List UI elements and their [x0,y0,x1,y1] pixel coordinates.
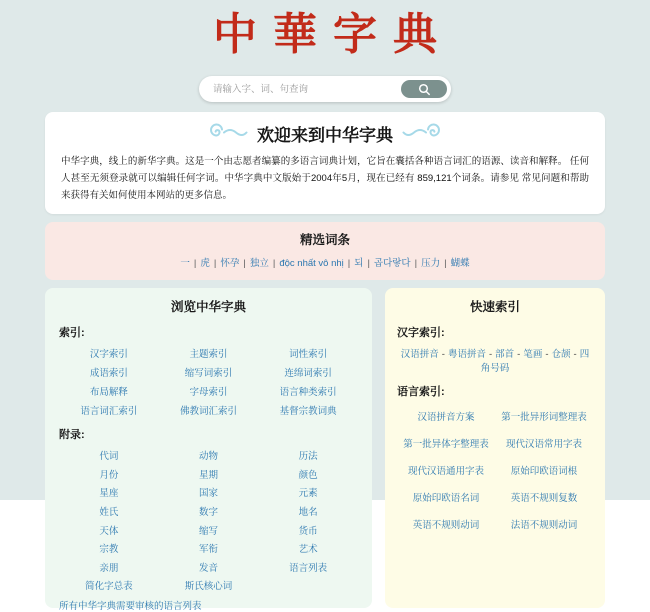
appendix-link[interactable]: 星期 [198,469,218,481]
featured-title: 精选词条 [299,233,350,248]
quick-index-panel [385,288,605,608]
index-link[interactable]: 基督宗教词典 [279,406,337,418]
link-separator: | [444,258,447,270]
link-separator: | [193,258,197,270]
index-link[interactable]: 词性索引 [289,349,328,361]
language-index-link[interactable]: 第一批异体字整理表 [403,439,489,451]
appendix-link[interactable]: 简化字总表 [85,581,133,593]
appendix-link[interactable]: 代词 [99,451,119,463]
appendix-link[interactable]: 数字 [198,507,218,519]
link-separator: | [272,258,276,270]
appendix-link[interactable]: 货币 [298,525,318,537]
appendix-link[interactable]: 天体 [99,525,119,537]
index-links-grid [59,346,358,417]
featured-link[interactable]: 一 [180,258,190,270]
appendix-links-grid [59,448,358,592]
language-index-link[interactable]: 法语不规则动词 [510,520,578,532]
main-content [45,112,605,612]
magnifier-icon [417,83,432,96]
link-separator: | [213,258,217,270]
index-link[interactable]: 语言词汇索引 [80,406,138,418]
language-index-link[interactable]: 原始印欧语词根 [510,466,578,478]
appendix-link[interactable]: 星座 [99,488,119,500]
hanzi-index-link[interactable]: 粤语拼音 [447,349,486,361]
site-title: 中華字典 [213,9,453,60]
hanzi-index-link[interactable]: 四角号码 [480,349,590,375]
featured-link[interactable]: 蝴蝶 [450,258,470,270]
welcome-title: 欢迎来到中华字典 [257,126,393,145]
language-index-link[interactable]: 英语不规则复数 [510,493,578,505]
cloud-swirl-left-icon [208,123,248,144]
hanzi-index-label: 汉字索引: [397,327,445,340]
search-button[interactable] [401,80,447,98]
browse-title: 浏览中华字典 [170,300,246,315]
link-separator: - [545,349,549,361]
appendix-link[interactable]: 艺术 [298,544,318,556]
featured-link[interactable]: 怀孕 [220,258,240,270]
appendix-link[interactable]: 亲朋 [99,562,119,574]
index-link[interactable]: 连绵词索引 [284,368,332,380]
welcome-title-row [59,121,591,146]
language-index-label: 语言索引: [397,386,445,399]
index-link[interactable]: 成语索引 [89,368,128,380]
language-index-link[interactable]: 第一批异形词整理表 [501,412,587,424]
search-bar [199,76,451,102]
hanzi-index-link[interactable]: 笔画 [523,349,543,361]
hanzi-index-link[interactable]: 汉语拼音 [400,349,439,361]
cloud-swirl-right-icon [402,123,442,144]
language-index-links-grid [397,409,593,531]
appendix-link[interactable]: 宗教 [99,544,119,556]
columns [45,288,605,612]
appendix-link[interactable]: 动物 [198,451,218,463]
language-index-link[interactable]: 现代汉语通用字表 [407,466,484,478]
appendix-link[interactable]: 发音 [198,562,218,574]
appendix-link[interactable]: 国家 [198,488,218,500]
appendix-link[interactable]: 军衔 [198,544,218,556]
appendix-link[interactable]: 斯氏核心词 [184,581,233,593]
link-separator: - [441,349,445,361]
link-separator: | [243,258,246,270]
appendix-section-label: 附录: [59,429,85,442]
appendix-link[interactable]: 语言列表 [289,562,328,574]
index-link[interactable]: 汉字索引 [89,349,128,361]
link-separator: | [367,258,370,270]
featured-link[interactable]: độc nhất vô nhị [279,258,344,270]
language-index-link[interactable]: 汉语拼音方案 [417,412,475,424]
featured-link[interactable]: 压力 [421,258,441,270]
index-link[interactable]: 字母索引 [189,387,228,399]
hanzi-index-link[interactable]: 部首 [495,349,515,361]
browse-panel [45,288,372,612]
index-link[interactable]: 主题索引 [189,349,228,361]
featured-link[interactable]: 곱다랗다 [373,258,411,270]
quick-index-title: 快速索引 [469,300,520,315]
featured-panel [45,222,605,280]
index-link[interactable]: 缩写词索引 [184,368,233,380]
featured-link[interactable]: 虎 [200,258,210,270]
index-link[interactable]: 布局解释 [89,387,128,399]
link-separator: - [488,349,493,361]
index-link[interactable]: 佛教词汇索引 [179,406,237,418]
link-separator: - [573,349,577,361]
language-index-link[interactable]: 原始印欧语名词 [412,493,480,505]
featured-link[interactable]: 되 [354,258,364,270]
welcome-panel [45,112,605,214]
appendix-link[interactable]: 缩写 [198,525,218,537]
index-section-label: 索引: [59,327,85,340]
hanzi-index-link[interactable]: 仓颉 [551,349,571,361]
appendix-link[interactable]: 地名 [298,507,318,519]
appendix-link[interactable]: 历法 [298,451,318,463]
featured-link[interactable]: 独立 [249,258,269,270]
appendix-link[interactable]: 元素 [298,488,318,500]
appendix-link[interactable]: 月份 [99,469,119,481]
link-separator: | [347,258,351,270]
language-index-link[interactable]: 现代汉语常用字表 [505,439,582,451]
browse-footer-link[interactable]: 所有中华字典需要审核的语言列表 [59,601,202,612]
link-separator: - [517,349,521,361]
search-input[interactable] [211,83,401,96]
language-index-link[interactable]: 英语不规则动词 [412,520,480,532]
welcome-body-text: 中华字典，线上的新华字典。这是一个由志愿者编纂的多语言词典计划，它旨在囊括各种语言词汇的语源、读音和解释。 任何人甚至无须登录就可以编辑任何字词。中华字典中文版始于2004年5月，现在已经有 859,121个词条。请参见 常见问题和帮助来获得有关如何使用本网站的更多信息。 [61,156,589,202]
appendix-link[interactable]: 姓氏 [99,507,119,519]
link-separator: | [414,258,418,270]
index-link[interactable]: 语言种类索引 [279,387,337,399]
featured-links [55,255,595,269]
appendix-link[interactable]: 颜色 [298,469,318,481]
hanzi-index-links [397,346,593,374]
